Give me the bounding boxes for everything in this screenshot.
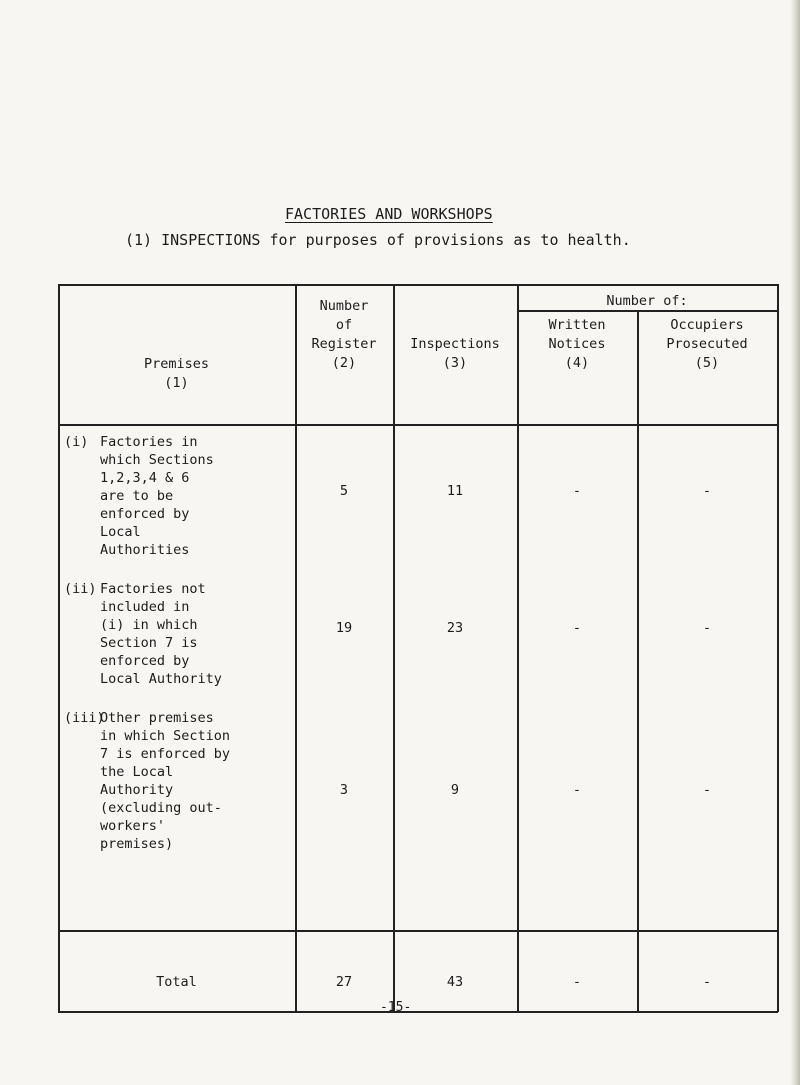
- page-edge-shadow: [790, 0, 800, 1085]
- row-2-label-line: (i) in which: [100, 617, 198, 633]
- row-2-prosecuted: -: [702, 620, 712, 636]
- header-occupiers-num: (5): [694, 355, 720, 371]
- col-rule-4: [517, 284, 519, 1012]
- header-occupiers-line2: Prosecuted: [666, 336, 748, 352]
- col-rule-3: [393, 284, 395, 1012]
- col-rule-5: [637, 310, 639, 1012]
- row-1-label-line: are to be: [100, 488, 174, 504]
- total-register: 27: [335, 974, 353, 990]
- row-2-number: (ii): [64, 581, 97, 597]
- body-bottom-rule: [58, 930, 778, 932]
- row-2-label-line: included in: [100, 599, 190, 615]
- row-2-register: 19: [335, 620, 353, 636]
- row-2-label-line: Local Authority: [100, 671, 222, 687]
- header-inspections: Inspections: [410, 336, 500, 352]
- total-label: Total: [156, 974, 197, 990]
- row-3-label-line: workers': [100, 818, 166, 834]
- page-number: -15-: [380, 1000, 412, 1015]
- header-written-line2: Notices: [548, 336, 606, 352]
- header-occupiers-line1: Occupiers: [670, 317, 744, 333]
- section-subtitle: (1) INSPECTIONS for purposes of provisions as to health.: [125, 231, 631, 249]
- header-written-line1: Written: [548, 317, 606, 333]
- row-3-register: 3: [339, 782, 349, 798]
- row-1-label-line: which Sections: [100, 452, 214, 468]
- header-register-line2: of: [335, 317, 353, 333]
- row-3-label-line: the Local: [100, 764, 174, 780]
- row-1-label-line: Local: [100, 524, 141, 540]
- row-2-inspections: 23: [446, 620, 464, 636]
- total-prosecuted: -: [702, 974, 712, 990]
- header-register-num: (2): [331, 355, 357, 371]
- table-bottom-rule: [58, 1011, 778, 1013]
- total-inspections: 43: [446, 974, 464, 990]
- row-2-written-notices: -: [572, 620, 582, 636]
- header-bottom-rule: [58, 424, 778, 426]
- row-3-label-line: 7 is enforced by: [100, 746, 231, 762]
- header-number-of: Number of:: [606, 293, 688, 309]
- table-top-rule: [58, 284, 778, 286]
- row-1-number: (i): [64, 434, 89, 450]
- total-written-notices: -: [572, 974, 582, 990]
- row-1-written-notices: -: [572, 483, 582, 499]
- row-3-label-line: (excluding out-: [100, 800, 222, 816]
- row-1-label-line: 1,2,3,4 & 6: [100, 470, 190, 486]
- header-register-line3: Register: [311, 336, 377, 352]
- table-right-rule: [777, 284, 779, 1012]
- row-1-label-line: Authorities: [100, 542, 190, 558]
- row-2-label-line: Factories not: [100, 581, 206, 597]
- row-3-inspections: 9: [450, 782, 460, 798]
- row-3-label-line: Authority: [100, 782, 174, 798]
- header-inspections-num: (3): [442, 355, 468, 371]
- header-register-line1: Number: [319, 298, 369, 314]
- row-1-register: 5: [339, 483, 349, 499]
- number-of-rule: [517, 310, 778, 312]
- row-3-label-line: in which Section: [100, 728, 231, 744]
- page-title: FACTORIES AND WORKSHOPS: [285, 205, 493, 223]
- header-written-num: (4): [564, 355, 590, 371]
- row-1-label-line: enforced by: [100, 506, 190, 522]
- row-1-label-line: Factories in: [100, 434, 198, 450]
- row-1-prosecuted: -: [702, 483, 712, 499]
- row-3-prosecuted: -: [702, 782, 712, 798]
- row-3-written-notices: -: [572, 782, 582, 798]
- row-3-label-line: premises): [100, 836, 174, 852]
- col-rule-2: [295, 284, 297, 1012]
- row-3-label-line: Other premises: [100, 710, 214, 726]
- row-2-label-line: Section 7 is: [100, 635, 198, 651]
- table-left-rule: [58, 284, 60, 1012]
- row-1-inspections: 11: [446, 483, 464, 499]
- header-premises-num: (1): [164, 375, 189, 391]
- header-premises: Premises: [143, 356, 210, 372]
- row-3-number: (iii): [64, 710, 105, 726]
- row-2-label-line: enforced by: [100, 653, 190, 669]
